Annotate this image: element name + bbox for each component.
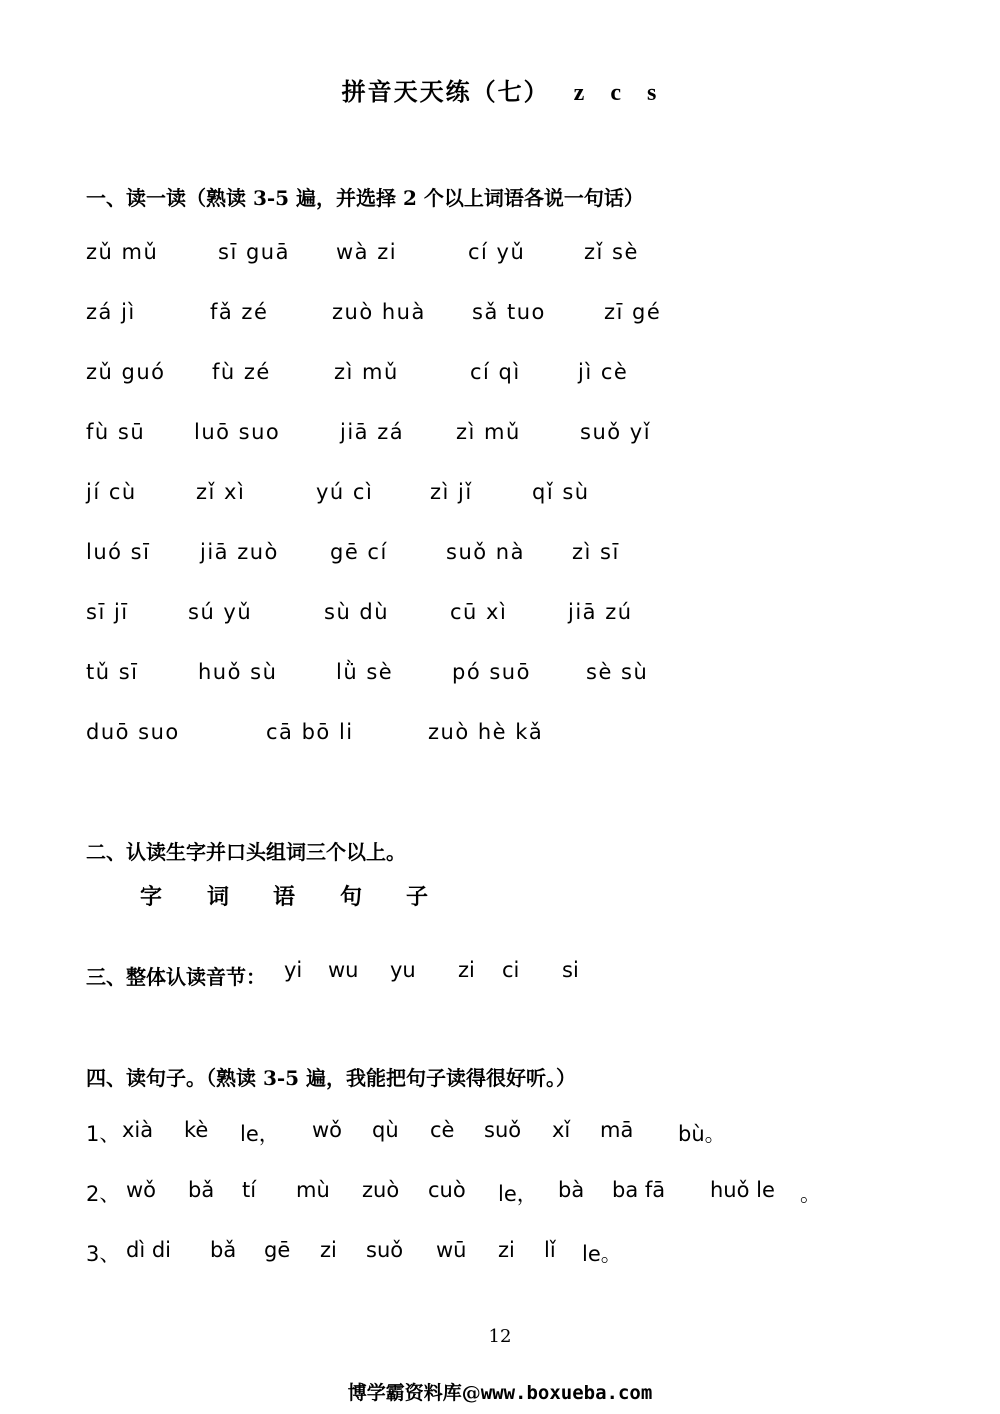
pinyin-word: zǐ xì [196, 480, 246, 504]
pinyin-word: jiā zá [340, 420, 405, 444]
character: 词 [207, 884, 230, 910]
pinyin-word: tǔ sī [86, 660, 139, 684]
pinyin-word: jiā zuò [200, 540, 279, 564]
sentence-word: huǒ le [710, 1178, 775, 1202]
section1-heading: 一、读一读（熟读 3-5 遍，并选择 2 个以上词语各说一句话） [86, 186, 644, 210]
pinyin-word: fù zé [212, 360, 271, 384]
pinyin-word: cū xì [450, 600, 508, 624]
footer-label: 博学霸资料库@ [347, 1382, 481, 1404]
pinyin-word: duō suo [86, 720, 180, 744]
pinyin-word: huǒ sù [198, 660, 278, 684]
pinyin-word: sú yǔ [188, 600, 253, 624]
sentence-word: bǎ [210, 1238, 237, 1262]
sentence-word: suǒ [484, 1118, 522, 1142]
pinyin-row [86, 540, 946, 572]
pinyin-word: jì cè [578, 360, 629, 384]
footer-url: www.boxueba.com [480, 1382, 653, 1404]
character: 句 [340, 884, 363, 910]
footer-watermark [0, 1378, 1000, 1405]
pinyin-word: suǒ yǐ [580, 420, 652, 444]
sentence-word: suǒ [366, 1238, 404, 1262]
sentence-number: 1、 [86, 1122, 121, 1146]
sentence-word: mù [296, 1178, 330, 1202]
pinyin-word: cí qì [470, 360, 521, 384]
pinyin-word: luō suo [194, 420, 281, 444]
pinyin-row [86, 240, 946, 272]
pinyin-word: zī gé [604, 300, 662, 324]
sentence-word: kè [184, 1118, 209, 1142]
section3-heading: 三、整体认读音节： [86, 965, 266, 989]
pinyin-word: fù sū [86, 420, 146, 444]
pinyin-word: lǜ sè [336, 660, 394, 684]
sentence-word: dì di [126, 1238, 172, 1262]
sentence-word: wū [436, 1238, 467, 1262]
pinyin-word: wà zi [336, 240, 398, 264]
pinyin-word: zǔ mǔ [86, 240, 159, 264]
sentence-word: bù。 [678, 1122, 726, 1146]
syllable: ci [502, 958, 520, 982]
sentence-word: gē [264, 1238, 291, 1262]
pinyin-word: zuò hè kǎ [428, 720, 544, 744]
pinyin-word: qǐ sù [532, 480, 590, 504]
sentence-word: bà [558, 1178, 585, 1202]
pinyin-word: fǎ zé [210, 300, 269, 324]
pinyin-word: jiā zú [568, 600, 633, 624]
pinyin-word: cā bō li [266, 720, 354, 744]
pinyin-word: suǒ nà [446, 540, 525, 564]
title-letters [550, 77, 659, 106]
sentence-word: zi [498, 1238, 515, 1262]
pinyin-word: gē cí [330, 540, 388, 564]
section4-heading: 四、读句子。（熟读 3-5 遍，我能把句子读得很好听。） [86, 1066, 577, 1090]
sentence-word: qù [372, 1118, 399, 1142]
sentence-word: le， [498, 1182, 538, 1206]
character: 语 [273, 884, 296, 910]
pinyin-word: zǐ sè [584, 240, 639, 264]
title-letter: s [646, 80, 659, 106]
pinyin-word: zá jì [86, 300, 136, 324]
pinyin-word: zì mǔ [456, 420, 521, 444]
pinyin-word: cí yǔ [468, 240, 526, 264]
title-letter: z [573, 80, 587, 106]
sentence-word: wǒ [312, 1118, 343, 1142]
pinyin-word: sǎ tuo [472, 300, 546, 324]
title-letter: c [610, 80, 623, 106]
title-text: 拼音天天练（七） [341, 77, 550, 106]
sentence-word: le， [240, 1122, 280, 1146]
sentence-word: xǐ [552, 1118, 571, 1142]
sentence-word: cè [430, 1118, 455, 1142]
sentence [86, 1118, 966, 1150]
pinyin-word: sù dù [324, 600, 390, 624]
pinyin-row [86, 300, 946, 332]
pinyin-word: sè sù [586, 660, 649, 684]
sentence [86, 1238, 966, 1270]
sentence-word: wǒ [126, 1178, 157, 1202]
page-title [0, 72, 1000, 107]
sentence-word: tí [242, 1178, 257, 1202]
pinyin-row [86, 420, 946, 452]
sentence-word: lǐ [544, 1238, 556, 1262]
pinyin-word: luó sī [86, 540, 151, 564]
syllable: zi [458, 958, 475, 982]
pinyin-word: zì jǐ [430, 480, 473, 504]
sentence-word: cuò [428, 1178, 466, 1202]
page-number: 12 [488, 1326, 512, 1347]
pinyin-row [86, 720, 946, 752]
pinyin-word: yú cì [316, 480, 374, 504]
pinyin-word: sī guā [218, 240, 290, 264]
sentence-word: le。 [582, 1242, 622, 1266]
sentence-word: xià [122, 1118, 154, 1142]
sentence-word: mā [600, 1118, 634, 1142]
character: 字 [140, 884, 163, 910]
pinyin-word: zì mǔ [334, 360, 399, 384]
sentence [86, 1178, 966, 1210]
pinyin-word: zuò huà [332, 300, 426, 324]
sentence-word: bǎ [188, 1178, 215, 1202]
character: 子 [406, 884, 429, 910]
sentence-word: zuò [362, 1178, 400, 1202]
sentence-number: 2、 [86, 1182, 121, 1206]
syllable: wu [328, 958, 359, 982]
pinyin-row [86, 480, 946, 512]
sentence-number: 3、 [86, 1242, 121, 1266]
pinyin-word: jí cù [86, 480, 137, 504]
sentence-word: zi [320, 1238, 337, 1262]
pinyin-row [86, 600, 946, 632]
pinyin-word: zǔ guó [86, 360, 166, 384]
syllable: yu [390, 958, 416, 982]
syllable: si [562, 958, 579, 982]
syllable: yi [284, 958, 303, 982]
pinyin-row [86, 360, 946, 392]
pinyin-row [86, 660, 946, 692]
pinyin-word: pó suō [452, 660, 531, 684]
section2-heading: 二、认读生字并口头组词三个以上。 [86, 840, 406, 864]
pinyin-word: sī jī [86, 600, 129, 624]
pinyin-word: zì sī [572, 540, 620, 564]
sentence-word: 。 [800, 1182, 821, 1206]
sentence-word: ba fā [612, 1178, 666, 1202]
